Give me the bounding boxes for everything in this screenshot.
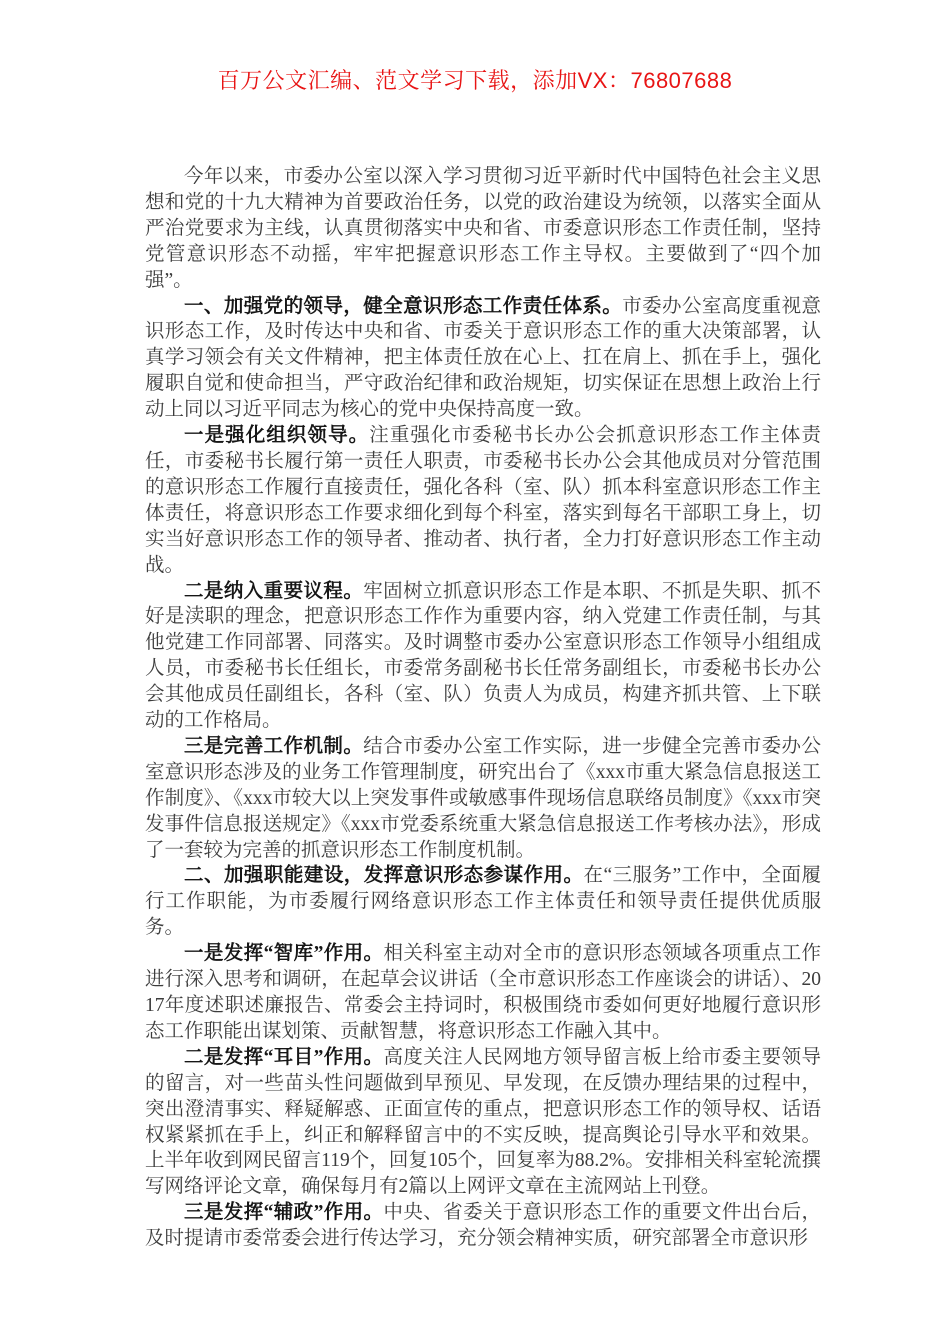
paragraph-text: 结合市委办公室工作实际，进一步健全完善市委办公室意识形态涉及的业务工作管理制度，研究出台了《xxx市重大紧急信息报送工作制度》、《xxx市较大以上突发事件或敏感事件现场信息联络员制度》《xxx市突发事件信息报送规定》《xxx市党委系统重大紧急信息报送工作考核办法》，形成了一套较为完善的抓意识形态工作制度机制。 — [145, 735, 821, 861]
paragraph-lead: 二、加强职能建设，发挥意识形态参谋作用。 — [184, 865, 584, 887]
paragraph-section-1 — [145, 294, 821, 424]
paragraph-text: 高度关注人民网地方领导留言板上给市委主要领导的留言，对一些苗头性问题做到早预见、早发现，在反馈办理结果的过程中，突出澄清事实、释疑解惑、正面宣传的重点，把意识形态工作的领导权、话语权紧紧抓在手上，纠正和解释留言中的不实反映，提高舆论引导水平和效果。上半年收到网民留言119个，回复105个，回复率为88.2%。安排相关科室轮流撰写网络评论文章，确保每月有2篇以上网评文章在主流网站上刊登。 — [145, 1046, 821, 1198]
promo-header-text: 百万公文汇编、范文学习下载，添加VX：76807688 — [217, 68, 733, 93]
paragraph-text: 市委办公室高度重视意识形态工作，及时传达中央和省、市委关于意识形态工作的重大决策部署，认真学习领会有关文件精神，把主体责任放在心上、扛在肩上、抓在手上，强化履职自觉和使命担当，严守政治纪律和政治规矩，切实保证在思想上政治上行动上同以习近平同志为核心的党中央保持高度一致。 — [145, 295, 821, 421]
paragraph-text: 牢固树立抓意识形态工作是本职、不抓是失职、抓不好是渎职的理念，把意识形态工作作为重要内容，纳入党建工作责任制，与其他党建工作同部署、同落实。及时调整市委办公室意识形态工作领导小组组成人员，市委秘书长任组长，市委常务副秘书长任常务副组长，市委秘书长办公会其他成员任副组长，各科（室、队）负责人为成员，构建齐抓共管、上下联动的工作格局。 — [145, 580, 821, 732]
paragraph-section-2-item-2 — [145, 1045, 821, 1200]
paragraph-lead: 三是发挥“辅政”作用。 — [184, 1202, 384, 1224]
paragraph-section-2 — [145, 863, 821, 941]
document-body — [145, 164, 821, 1252]
paragraph-text: 注重强化市委秘书长办公会抓意识形态工作主体责任，市委秘书长履行第一责任人职责，市委秘书长办公会其他成员对分管范围的意识形态工作履行直接责任，强化各科（室、队）抓本科室意识形态工作主体责任，将意识形态工作要求细化到每个科室，落实到每名干部职工身上，切实当好意识形态工作的领导者、推动者、执行者，全力打好意识形态工作主动战。 — [145, 425, 821, 576]
paragraph-section-2-item-1 — [145, 941, 821, 1045]
paragraph-text: 在“三服务”工作中，全面履行工作职能，为市委履行网络意识形态工作主体责任和领导责任提供优质服务。 — [145, 865, 821, 939]
paragraph-lead: 二是纳入重要议程。 — [184, 580, 364, 602]
paragraph-text: 今年以来，市委办公室以深入学习贯彻习近平新时代中国特色社会主义思想和党的十九大精神为首要政治任务，以党的政治建设为统领，以落实全面从严治党要求为主线，认真贯彻落实中央和省、市委意识形态工作责任制，坚持党管意识形态不动摇，牢牢把握意识形态工作主导权。主要做到了“四个加强”。 — [145, 166, 821, 291]
paragraph-lead: 二是发挥“耳目”作用。 — [184, 1046, 384, 1068]
paragraph-section-2-item-3 — [145, 1200, 821, 1252]
paragraph-lead: 一、加强党的领导，健全意识形态工作责任体系。 — [184, 295, 623, 317]
paragraph-text: 中央、省委关于意识形态工作的重要文件出台后，及时提请市委常委会进行传达学习，充分领会精神实质，研究部署全市意识形 — [145, 1202, 821, 1250]
paragraph-lead: 一是发挥“智库”作用。 — [184, 943, 384, 965]
paragraph-section-1-item-2 — [145, 579, 821, 734]
paragraph-lead: 三是完善工作机制。 — [184, 735, 364, 757]
paragraph-lead: 一是强化组织领导。 — [184, 425, 370, 447]
paragraph-intro — [145, 164, 821, 294]
paragraph-section-1-item-1 — [145, 423, 821, 578]
paragraph-text: 相关科室主动对全市的意识形态领域各项重点工作进行深入思考和调研，在起草会议讲话（全市意识形态工作座谈会的讲话）、2017年度述职述廉报告、常委会主持词时，积极围绕市委如何更好地履行意识形态工作职能出谋划策、贡献智慧，将意识形态工作融入其中。 — [145, 943, 821, 1042]
paragraph-section-1-item-3 — [145, 734, 821, 864]
